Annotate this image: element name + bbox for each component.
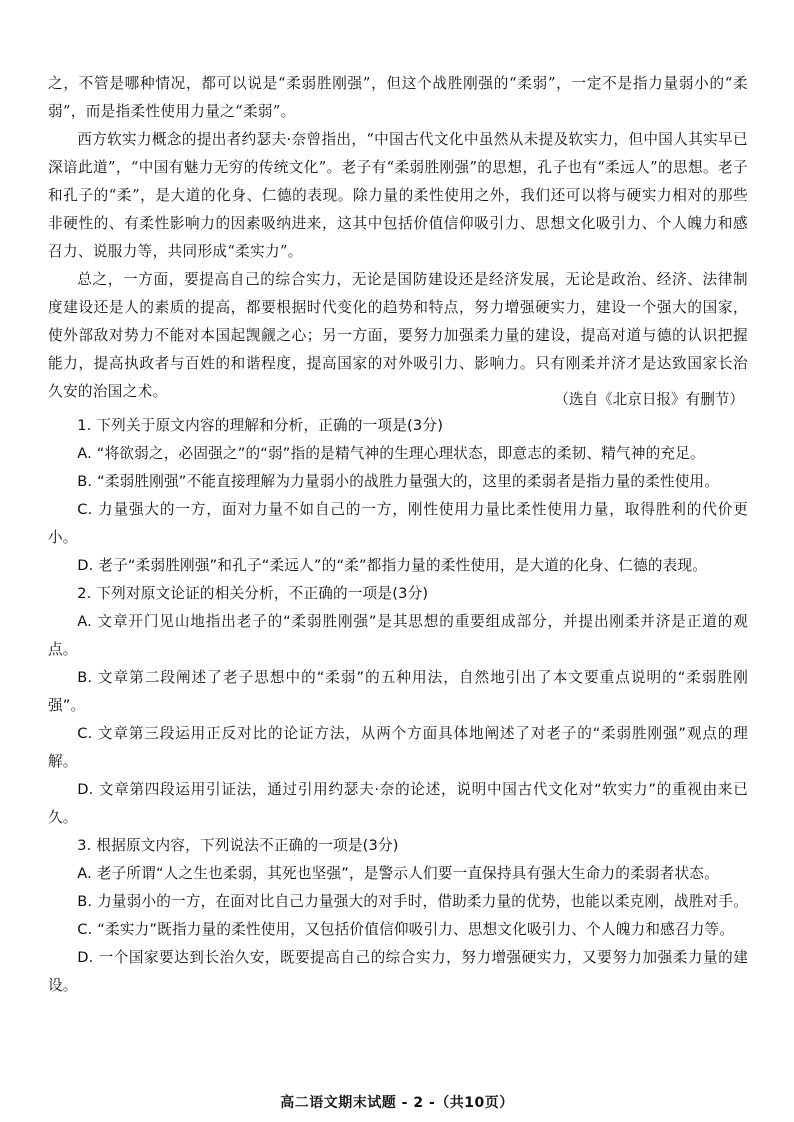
question-3-option-c: C. “柔实力”既指力量的柔性使用，又包括价值信仰吸引力、思想文化吸引力、个人魄力和感召力等。 (77, 921, 735, 938)
question-2-option-b: B. 文章第二段阐述了老子思想中的“柔弱”的五种用法，自然地引出了本文要重点说明的“柔弱胜刚强”。 (48, 669, 748, 714)
reading-passage (48, 70, 748, 406)
question-3-option-a: A. 老子所谓“人之生也柔弱，其死也坚强”，是警示人们要一直保持具有强大生命力的柔弱者状态。 (77, 865, 719, 882)
question-3-option-d: D. 一个国家要达到长治久安，既要提高自己的综合实力，努力增强硬实力，又要努力加强柔力量的建设。 (48, 949, 748, 994)
page-footer: 高二语文期末试题 - 2 -（共10页） (280, 1095, 514, 1111)
question-1-option-a: A. “将欲弱之，必固强之”的“弱”指的是精气神的生理心理状态，即意志的柔韧、精气神的充足。 (77, 445, 705, 462)
question-2-stem: 2. 下列对原文论证的相关分析，不正确的一项是(3分) (77, 585, 429, 602)
question-2-option-a: A. 文章开门见山地指出老子的“柔弱胜刚强”是其思想的重要组成部分，并提出刚柔并济是正道的观点。 (48, 613, 748, 658)
question-1-option-c: C. 力量强大的一方，面对力量不如自己的一方，刚性使用力量比柔性使用力量，取得胜利的代价更小。 (48, 501, 748, 546)
question-1-option-b: B. “柔弱胜刚强”不能直接理解为力量弱小的战胜力量强大的，这里的柔弱者是指力量的柔性使用。 (77, 473, 720, 490)
passage-paragraph-2: 西方软实力概念的提出者约瑟夫·奈曾指出，“中国古代文化中虽然从未提及软实力，但中国人其实早已深谙此道”，“中国有魅力无穷的传统文化”。老子有“柔弱胜刚强”的思想，孔子也有“柔远人”的思想。老子和孔子的“柔”，是大道的化身、仁德的表现。除力量的柔性使用之外，我们还可以将与硬实力相对的那些非硬性的、有柔性影响力的因素吸纳进来，这其中包括价值信仰吸引力、思想文化吸引力、个人魄力和感召力、说服力等，共同形成“柔实力”。 (48, 131, 748, 260)
question-3-option-b: B. 力量弱小的一方，在面对比自己力量强大的对手时，借助柔力量的优势，也能以柔克刚，战胜对手。 (77, 893, 749, 910)
questions-section (48, 412, 748, 1000)
source-citation: （选自《北京日报》有删节） (554, 391, 744, 408)
question-1-option-d: D. 老子“柔弱胜刚强”和孔子“柔远人”的“柔”都指力量的柔性使用，是大道的化身、仁德的表现。 (77, 557, 708, 574)
question-3-stem: 3. 根据原文内容，下列说法不正确的一项是(3分) (77, 837, 399, 854)
question-2-option-d: D. 文章第四段运用引证法，通过引用约瑟夫·奈的论述，说明中国古代文化对“软实力”的重视由来已久。 (48, 781, 748, 826)
question-2-option-c: C. 文章第三段运用正反对比的论证方法，从两个方面具体地阐述了对老子的“柔弱胜刚强”观点的理解。 (48, 725, 748, 770)
passage-paragraph-3: 总之，一方面，要提高自己的综合实力，无论是国防建设还是经济发展，无论是政治、经济、法律制度建设还是人的素质的提高，都要根据时代变化的趋势和特点，努力增强硬实力，建设一个强大的国家，使外部敌对势力不能对本国起觊觎之心；另一方面，要努力加强柔力量的建设，提高对道与德的认识把握能力，提高执政者与百姓的和谐程度，提高国家的对外吸引力、影响力。只有刚柔并济才是达致国家长治久安的治国之术。 (48, 271, 748, 400)
passage-paragraph-1: 之，不管是哪种情况，都可以说是“柔弱胜刚强”，但这个战胜刚强的“柔弱”，一定不是指力量弱小的“柔弱”，而是指柔性使用力量之“柔弱”。 (48, 75, 748, 120)
question-1-stem: 1. 下列关于原文内容的理解和分析，正确的一项是(3分) (77, 417, 444, 434)
